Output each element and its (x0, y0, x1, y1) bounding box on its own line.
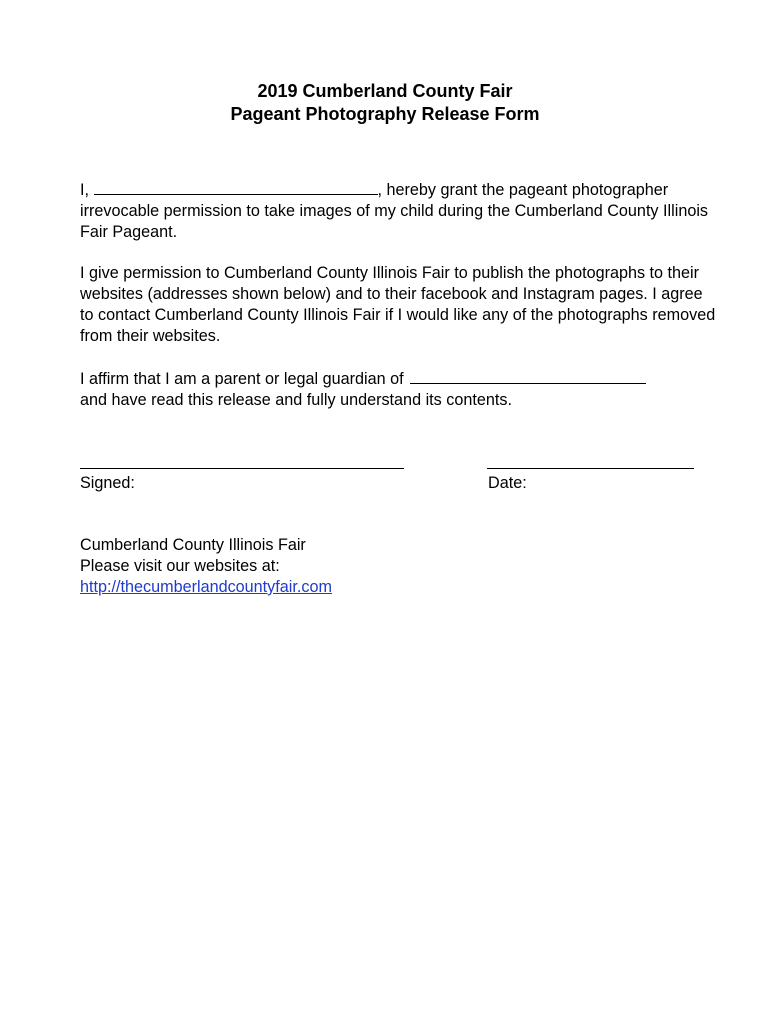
name-blank-line[interactable] (94, 179, 378, 195)
child-name-blank-line[interactable] (410, 368, 646, 384)
grant-paragraph (80, 179, 720, 243)
affirm-paragraph (80, 368, 720, 411)
website-link[interactable]: http://thecumberlandcountyfair.com (80, 578, 332, 596)
form-title-line2: Pageant Photography Release Form (230, 104, 540, 124)
form-title-line1: 2019 Cumberland County Fair (257, 81, 513, 101)
signed-label: Signed: (80, 474, 135, 492)
visit-text: Please visit our websites at: (80, 557, 280, 575)
date-line[interactable] (487, 468, 694, 469)
grant-suffix: , hereby grant the pageant photographer irrevocable permission to take images of my child during the Cumberland County Illinois Fair Pageant. (80, 181, 709, 241)
org-name: Cumberland County Illinois Fair (80, 536, 306, 554)
date-label: Date: (488, 474, 527, 492)
affirm-suffix: and have read this release and fully understand its contents. (80, 391, 512, 409)
grant-prefix: I, (80, 181, 89, 199)
footer-block (80, 535, 332, 598)
permission-paragraph: I give permission to Cumberland County Illinois Fair to publish the photographs to their websites (addresses shown below) and to their facebook and Instagram pages. I agree to contact Cumberland County Illinois Fair if I would like any of the photographs removed from their websites. (80, 264, 716, 345)
signature-line[interactable] (80, 468, 404, 469)
affirm-prefix: I affirm that I am a parent or legal guardian of (80, 370, 404, 388)
